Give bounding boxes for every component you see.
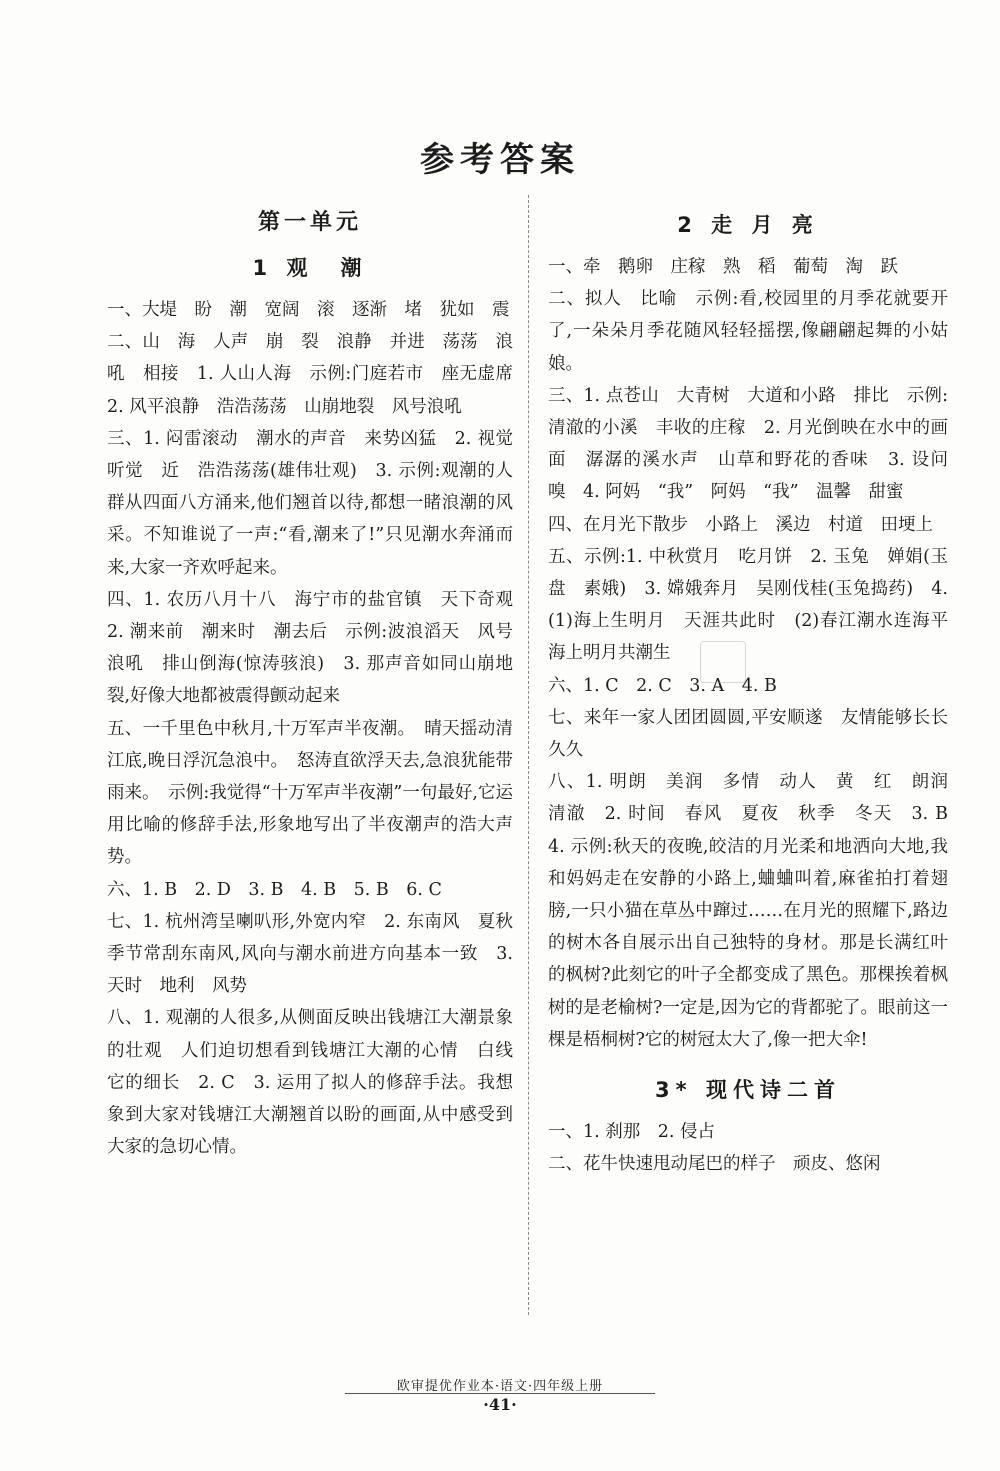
left-column bbox=[107, 205, 531, 1163]
answer-paragraph: 二、拟人 比喻 示例:看,校园里的月季花就要开了,一朵朵月季花随风轻轻摇摆,像翩翩起舞的小姑娘。 bbox=[548, 289, 948, 374]
answer-paragraph: 七、1. 杭州湾呈喇叭形,外宽内窄 2. 东南风 夏秋季节常刮东南风,风向与潮水前进方向基本一致 3. 天时 地利 风势 bbox=[107, 911, 513, 997]
answer-paragraph: 三、1. 点苍山 大青树 大道和小路 排比 示例:清澈的小溪 丰收的庄稼 2. 月光倒映在水中的画面 潺潺的溪水声 山草和野花的香味 3. 设问 嗅 4. 阿妈 “我” 阿妈 “我” 温馨 甜蜜 bbox=[548, 385, 966, 503]
answer-paragraph: 六、1. B 2. D 3. B 4. B 5. B 6. C bbox=[107, 879, 442, 900]
answer-paragraph: 二、山 海 人声 崩 裂 浪静 并进 荡荡 浪吼 相接 1. 人山人海 示例:门庭若市 座无虚席 2. 风平浪静 浩浩荡荡 山崩地裂 风号浪吼 bbox=[107, 332, 531, 417]
page-title: 参考答案 bbox=[420, 140, 580, 180]
answer-paragraph: 五、一千里色中秋月,十万军声半夜潮。 晴天摇动清江底,晚日浮沉急浪中。 怒涛直欲浮天去,急浪犹能带雨来。 示例:我觉得“十万军声半夜潮”一句最好,它运用比喻的修辞手法,形象地写出了半夜潮声的浩大声势。 bbox=[107, 718, 513, 868]
lesson-3-heading: 3* 现代诗二首 bbox=[655, 1078, 841, 1103]
answer-paragraph: 四、在月光下散步 小路上 溪边 村道 田埂上 bbox=[548, 514, 933, 535]
lesson-2-heading: 2 走 月 亮 bbox=[677, 213, 819, 237]
lesson-1-heading: 1 观 潮 bbox=[252, 256, 368, 280]
answer-paragraph: 四、1. 农历八月十八 海宁市的盐官镇 天下奇观 2. 潮来前 潮来时 潮去后 示例:波浪滔天 风号浪吼 排山倒海(惊涛骇浪) 3. 那声音如同山崩地裂,好像大地都被震得颤动起来 bbox=[107, 589, 531, 707]
answer-paragraph: 五、示例:1. 中秋赏月 吃月饼 2. 玉兔 婵娟(玉盘 素娥) 3. 嫦娥奔月 吴刚伐桂(玉兔捣药) 4. (1)海上生明月 天涯共此时 (2)春江潮水连海平 海上明月共潮生 bbox=[548, 546, 966, 664]
stamp-mark bbox=[700, 641, 746, 683]
answer-paragraph: 三、1. 闷雷滚动 潮水的声音 来势凶猛 2. 视觉 听觉 近 浩浩荡荡(雄伟壮观) 3. 示例:观潮的人群从四面八方涌来,他们翘首以待,都想一睹浪潮的风采。不知谁说了一声:“看,潮来了!”只见潮水奔涌而来,大家一齐欢呼起来。 bbox=[107, 428, 531, 578]
footer-rule bbox=[345, 1393, 655, 1394]
answer-paragraph: 一、1. 刹那 2. 侵占 bbox=[548, 1122, 716, 1143]
column-divider bbox=[528, 195, 529, 1315]
answer-paragraph: 八、1. 观潮的人很多,从侧面反映出钱塘江大潮景象的壮观 人们迫切想看到钱塘江大潮的心情 白线 它的细长 2. C 3. 运用了拟人的修辞手法。我想象到大家对钱塘江大潮翘首以盼的画面,从中感受到大家的急切心情。 bbox=[107, 1008, 531, 1158]
answer-paragraph: 八、1. 明朗 美润 多情 动人 黄 红 朗润 清澈 2. 时间 春风 夏夜 秋季 冬天 3. B 4. 示例:秋天的夜晚,皎洁的月光柔和地洒向大地,我和妈妈走在安静的小路上,蛐蛐叫着,麻雀拍打着翅膀,一只小猫在草丛中蹿过……在月光的照耀下,路边的树木各自展示出自己独特的身材。那是长满红叶的枫树?此刻它的叶子全都变成了黑色。那棵挨着枫树的是老榆树?一定是,因为它的背都驼了。眼前这一棵是梧桐树?它的树冠太大了,像一把大伞! bbox=[548, 772, 966, 1050]
unit-heading: 第一单元 bbox=[257, 210, 362, 235]
answer-paragraph: 二、花牛快速甩动尾巴的样子 顽皮、悠闲 bbox=[548, 1154, 881, 1175]
footer-series-title: 欧审提优作业本·语文·四年级上册 bbox=[396, 1379, 604, 1394]
answer-paragraph: 一、牵 鹅卵 庄稼 熟 稻 葡萄 淘 跃 bbox=[548, 257, 898, 277]
answer-paragraph: 一、大堤 盼 潮 宽阔 滚 逐渐 堵 犹如 震 bbox=[107, 300, 510, 320]
page-number: ·41· bbox=[483, 1395, 517, 1414]
right-column bbox=[548, 205, 966, 1180]
answer-paragraph: 七、来年一家人团团圆圆,平安顺遂 友情能够长长久久 bbox=[548, 707, 948, 761]
answer-paragraph: 六、1. C 2. C 3. A 4. B bbox=[548, 675, 777, 696]
